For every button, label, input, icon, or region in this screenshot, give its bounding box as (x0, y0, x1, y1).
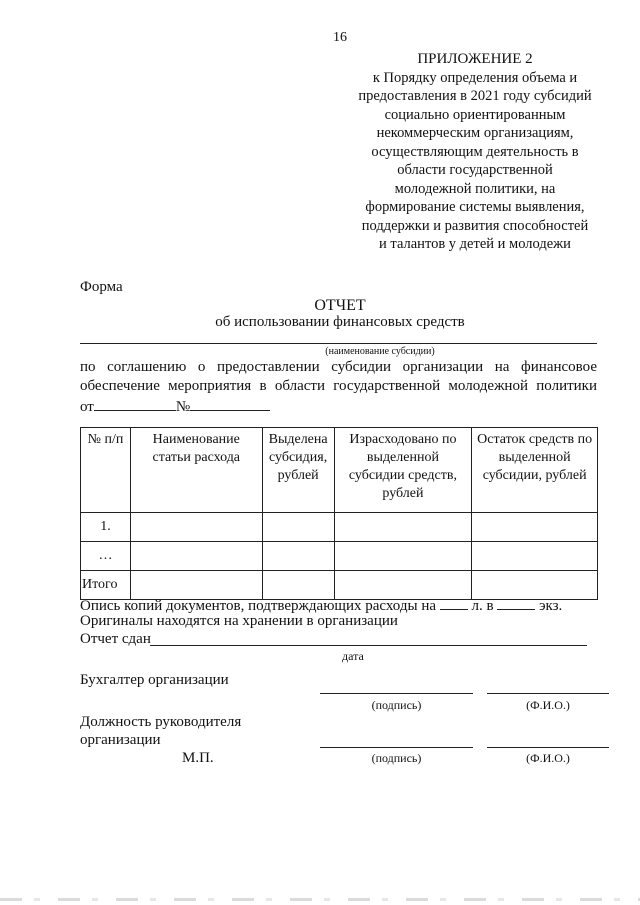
head-fio-field[interactable] (487, 747, 609, 748)
inventory-copies: экз. (539, 598, 563, 614)
appendix-line: поддержки и развития способностей (361, 217, 589, 234)
head-label-line-2: организации (80, 732, 161, 748)
appendix-line: молодежной политики, на (394, 180, 556, 197)
table-cell: 1. (81, 513, 131, 542)
appendix-line: предоставления в 2021 году субсидий (358, 88, 592, 104)
accountant-signature-field[interactable] (320, 693, 473, 694)
accountant-signature-caption: (подпись) (371, 698, 422, 712)
appendix-block (340, 50, 610, 254)
agreement-date-field[interactable] (94, 396, 176, 411)
agreement-line-2: обеспечение мероприятия в области государственной молодежной политики (80, 378, 597, 394)
appendix-line: осуществляющим деятельность в (371, 143, 579, 160)
appendix-line: и талантов у детей и молодежи (379, 236, 571, 252)
appendix-line: к Порядку определения объема и (372, 69, 578, 86)
header-remainder: Остаток средств по выделенной субсидии, рублей (472, 428, 598, 513)
from-label: от (80, 399, 94, 415)
subsidy-name-line[interactable] (80, 343, 597, 344)
copies-count-field[interactable] (497, 596, 535, 610)
number-label: № (175, 399, 191, 415)
table-row (81, 513, 598, 542)
table-cell[interactable] (334, 542, 472, 571)
date-number-row (80, 396, 270, 416)
page-number: 16 (333, 30, 347, 45)
inventory-prefix: Опись копий документов, подтверждающих расходы на (80, 598, 437, 614)
report-subtitle: об использовании финансовых средств (215, 314, 465, 330)
accountant-fio-caption: (Ф.И.О.) (526, 698, 570, 712)
sheets-count-field[interactable] (440, 596, 468, 610)
accountant-label: Бухгалтер организации (80, 672, 229, 688)
table-cell: Итого (81, 571, 131, 600)
table-row (81, 542, 598, 571)
header-expense-item: Наименование статьи расхода (130, 428, 262, 513)
originals-text: Оригиналы находятся на хранении в организации (80, 613, 398, 629)
inventory-sheets: л. в (471, 598, 494, 614)
seal-label: М.П. (182, 750, 214, 766)
appendix-title: ПРИЛОЖЕНИЕ 2 (417, 51, 533, 67)
head-signature-caption: (подпись) (371, 751, 422, 765)
head-label-line-1: Должность руководителя (80, 714, 242, 730)
report-title: ОТЧЕТ (314, 297, 366, 314)
appendix-line: области государственной (397, 162, 553, 178)
table-cell[interactable] (262, 513, 334, 542)
table-cell: … (81, 542, 131, 571)
table-cell[interactable] (472, 513, 598, 542)
header-spent: Израсходовано по выделенной субсидии средств, рублей (334, 428, 472, 513)
appendix-line: социально ориентированным (384, 106, 566, 123)
head-fio-caption: (Ф.И.О.) (526, 751, 570, 765)
head-signature-field[interactable] (320, 747, 473, 748)
appendix-line: некоммерческим организациям, (376, 125, 574, 141)
table-cell[interactable] (334, 513, 472, 542)
header-allocated: Выделена субсидия, рублей (262, 428, 334, 513)
scan-artifact (0, 898, 640, 901)
table-cell[interactable] (130, 542, 262, 571)
report-table (80, 427, 598, 600)
table-cell[interactable] (472, 542, 598, 571)
table-cell[interactable] (262, 542, 334, 571)
header-number: № п/п (81, 428, 131, 513)
report-submitted-field[interactable] (150, 645, 587, 646)
accountant-fio-field[interactable] (487, 693, 609, 694)
agreement-number-field[interactable] (190, 396, 270, 411)
table-header-row (81, 428, 598, 513)
table-cell[interactable] (130, 513, 262, 542)
form-label: Форма (80, 279, 123, 295)
report-submitted-label: Отчет сдан (80, 631, 151, 647)
date-caption: дата (342, 649, 364, 663)
agreement-line-1: по соглашению о предоставлении субсидии организации на финансовое (80, 359, 597, 375)
subsidy-name-caption: (наименование субсидии) (325, 346, 435, 357)
appendix-line: формирование системы выявления, (365, 199, 585, 215)
